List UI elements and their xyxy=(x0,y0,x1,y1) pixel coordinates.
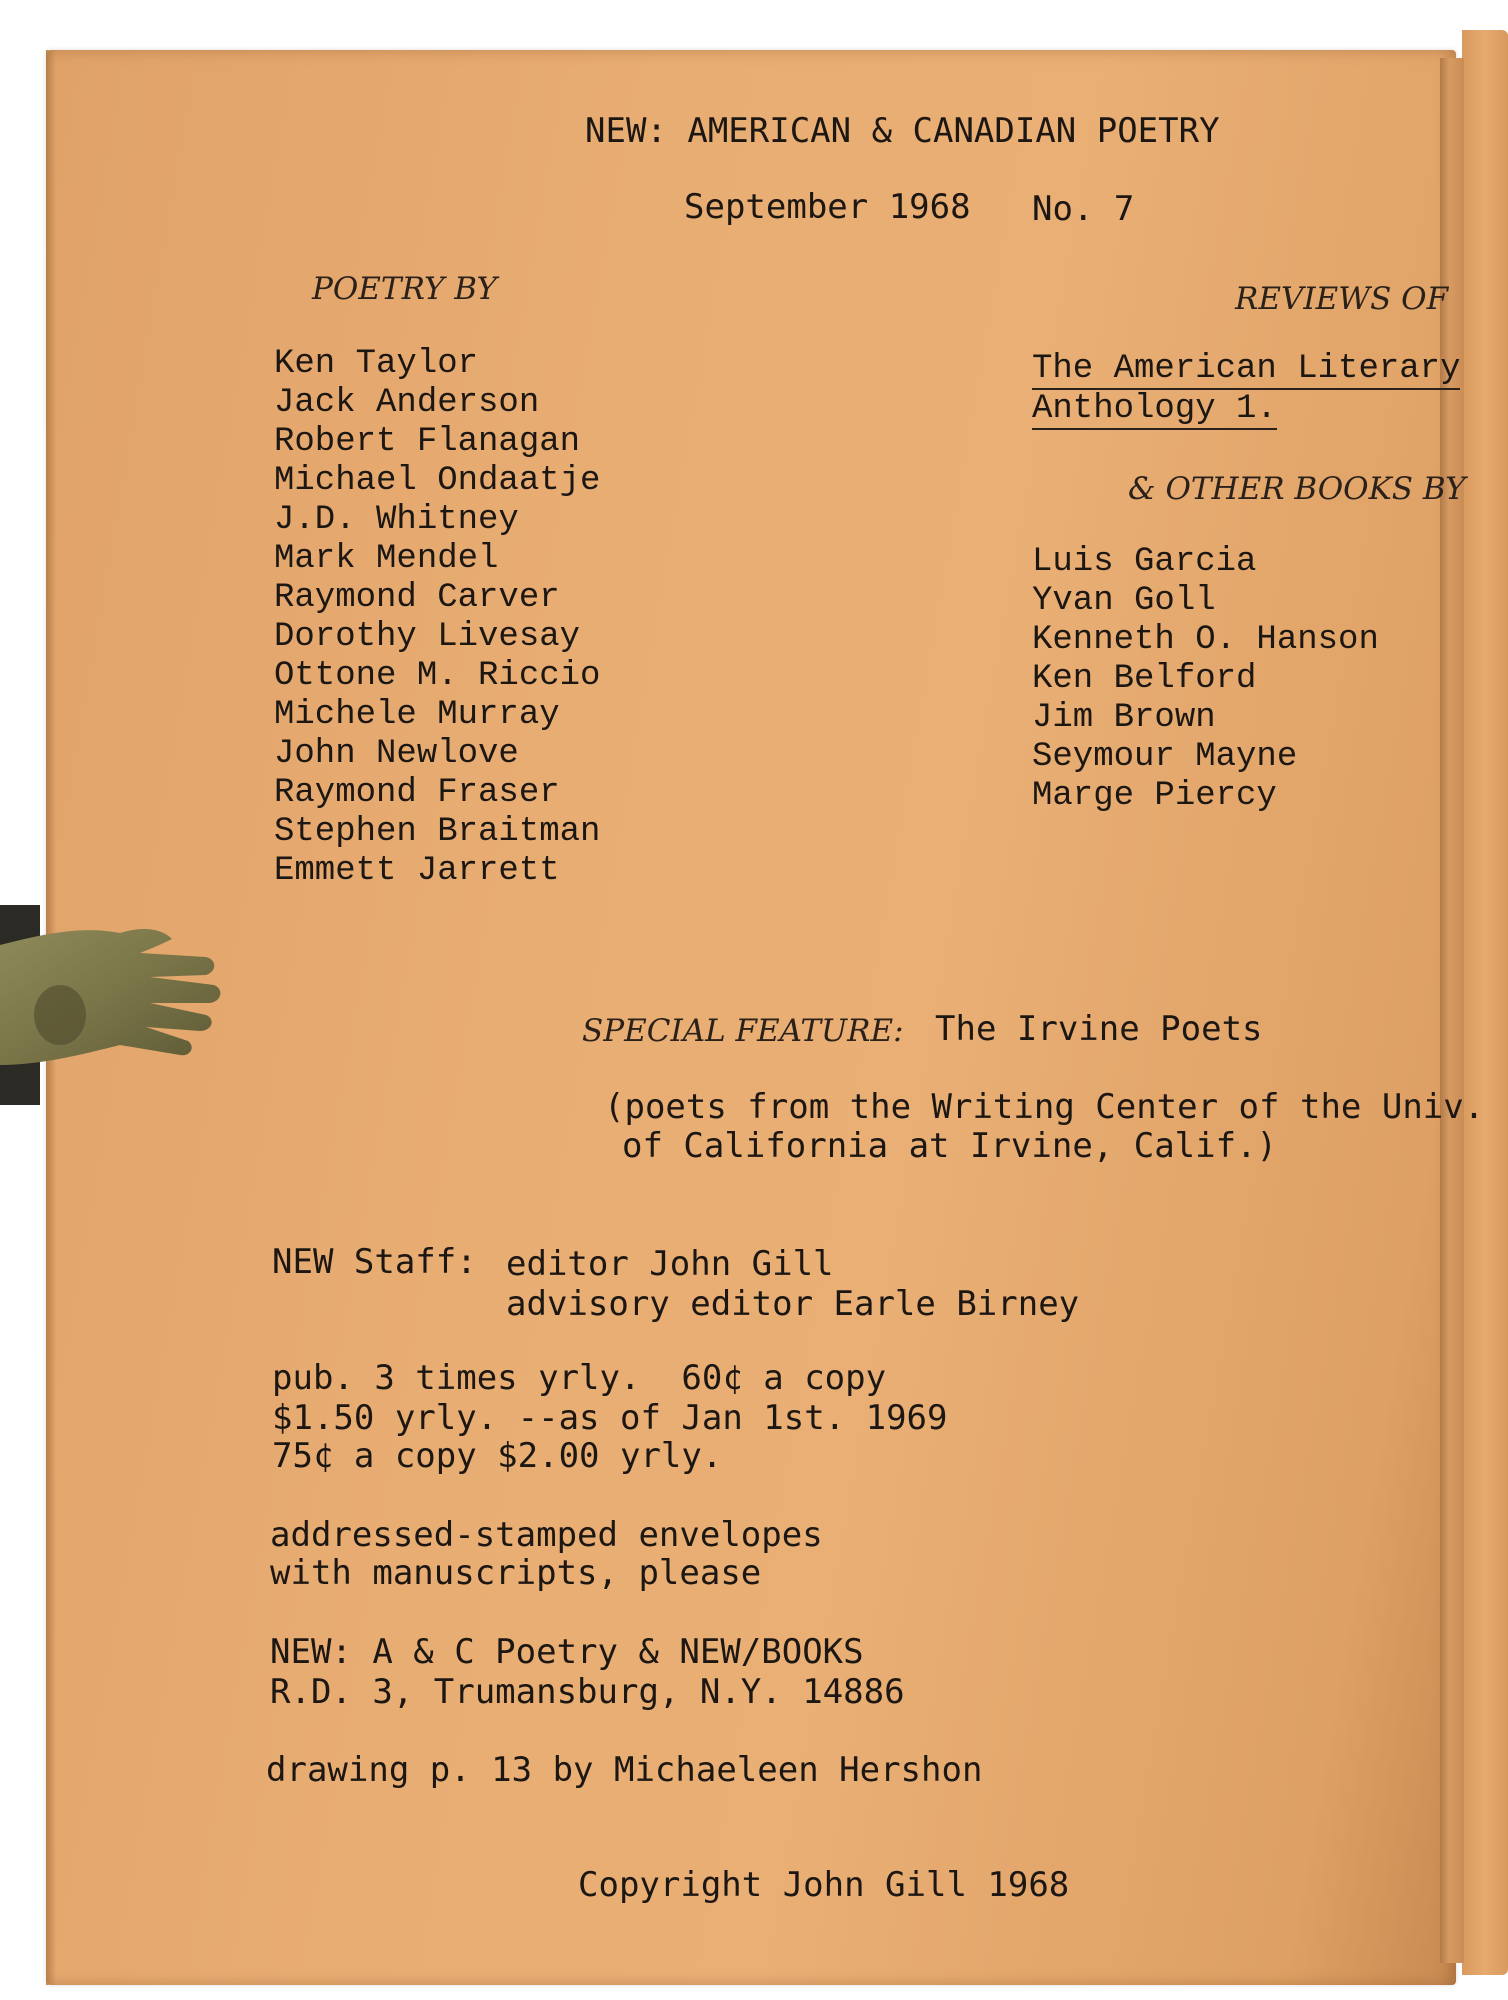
reviewed-book-title-cont: Anthology 1. xyxy=(1032,390,1277,428)
list-item: Jim Brown xyxy=(1032,699,1216,737)
issue-number: No. 7 xyxy=(1032,189,1135,229)
submissions-line2: with manuscripts, please xyxy=(270,1553,762,1593)
list-item: Stephen Braitman xyxy=(274,813,601,851)
staff-advisory-editor: advisory editor Earle Birney xyxy=(506,1284,1080,1324)
drawing-credit: drawing p. 13 by Michaeleen Hershon xyxy=(266,1750,983,1790)
list-item: Kenneth O. Hanson xyxy=(1032,621,1379,659)
list-item: J.D. Whitney xyxy=(274,501,519,539)
feature-desc-line1: (poets from the Writing Center of the Univ. xyxy=(604,1087,1485,1127)
pricing-line3: 75¢ a copy $2.00 yrly. xyxy=(272,1436,723,1476)
feature-title: The Irvine Poets xyxy=(935,1009,1263,1049)
feature-desc-line2: of California at Irvine, Calif.) xyxy=(622,1126,1278,1166)
list-item: Luis Garcia xyxy=(1032,543,1257,581)
copyright: Copyright John Gill 1968 xyxy=(578,1865,1070,1905)
list-item: Yvan Goll xyxy=(1032,582,1216,620)
list-item: Ottone M. Riccio xyxy=(274,657,601,695)
list-item: Jack Anderson xyxy=(274,384,540,422)
pricing-line2: $1.50 yrly. --as of Jan 1st. 1969 xyxy=(272,1398,948,1438)
page-title: NEW: AMERICAN & CANADIAN POETRY xyxy=(585,111,1220,151)
address-line1: NEW: A & C Poetry & NEW/BOOKS xyxy=(270,1632,864,1672)
list-item: Robert Flanagan xyxy=(274,423,581,461)
reviews-heading: REVIEWS OF xyxy=(1235,281,1449,317)
hand-clip-icon xyxy=(0,905,230,1105)
list-item: Michele Murray xyxy=(274,696,560,734)
address-line2: R.D. 3, Trumansburg, N.Y. 14886 xyxy=(270,1672,905,1712)
pricing-line1: pub. 3 times yrly. 60¢ a copy xyxy=(272,1358,887,1398)
issue-date: September 1968 xyxy=(684,187,971,227)
submissions-line1: addressed-stamped envelopes xyxy=(270,1515,823,1555)
list-item: Seymour Mayne xyxy=(1032,738,1298,776)
poetry-heading: POETRY BY xyxy=(312,271,497,307)
feature-label: SPECIAL FEATURE: xyxy=(582,1013,904,1049)
staff-editor: editor John Gill xyxy=(506,1244,834,1284)
list-item: Raymond Fraser xyxy=(274,774,560,812)
reviewed-book-line2 xyxy=(1032,390,1277,429)
reviewed-book-line1 xyxy=(1032,350,1460,389)
staff-label: NEW Staff: xyxy=(272,1242,477,1282)
poet-list xyxy=(274,345,600,891)
page-fold xyxy=(1440,58,1464,1963)
next-page-edge xyxy=(1462,30,1508,1975)
list-item: Ken Belford xyxy=(1032,660,1257,698)
list-item: Michael Ondaatje xyxy=(274,462,601,500)
list-item: Marge Piercy xyxy=(1032,777,1277,815)
list-item: Emmett Jarrett xyxy=(274,852,560,890)
list-item: Ken Taylor xyxy=(274,345,479,383)
list-item: Mark Mendel xyxy=(274,540,499,578)
reviewed-book-title: The American Literary xyxy=(1032,350,1461,388)
list-item: John Newlove xyxy=(274,735,519,773)
list-item: Dorothy Livesay xyxy=(274,618,581,656)
author-list xyxy=(1032,543,1379,816)
other-books-heading: & OTHER BOOKS BY xyxy=(1128,471,1466,507)
list-item: Raymond Carver xyxy=(274,579,560,617)
